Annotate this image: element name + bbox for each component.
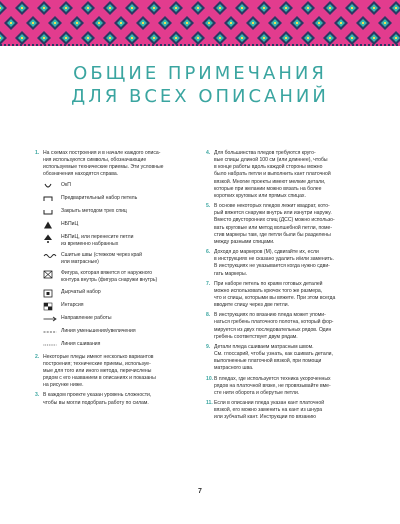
pattern-dot <box>175 37 177 39</box>
pattern-border-tick <box>172 44 174 46</box>
pattern-border-tick <box>44 44 46 46</box>
pattern-border-tick <box>180 44 182 46</box>
note-item-3 <box>35 392 197 406</box>
pattern-dot <box>329 37 331 39</box>
pattern-border-tick <box>212 44 214 46</box>
text-line: построения; технические приемы, используе- <box>43 360 151 367</box>
text-line: в конце работы вдоль каждой стороны можно <box>214 164 323 171</box>
text-line: Некоторые пледы имеют несколько вариантов <box>43 353 154 360</box>
pattern-border-tick <box>252 44 254 46</box>
pattern-border-tick <box>260 44 262 46</box>
pattern-border-tick <box>100 44 102 46</box>
legend-item-provisional-cast-on <box>43 195 197 204</box>
banner-pattern-graphic <box>0 0 400 46</box>
pattern-border-tick <box>40 44 42 46</box>
page-number: 7 <box>198 488 202 495</box>
note-text <box>214 249 372 278</box>
bind-off-icon <box>43 208 61 217</box>
pattern-border-tick <box>224 44 226 46</box>
pattern-border-tick <box>12 44 14 46</box>
pattern-dot <box>32 22 34 24</box>
pattern-dot <box>21 7 23 9</box>
text-line: матрасного шва. <box>214 365 254 372</box>
text-line: вые спицы длиной 100 см (или длиннее), чтобы <box>214 157 328 164</box>
pattern-border-tick <box>132 44 134 46</box>
pattern-border-tick <box>32 44 34 46</box>
note-number: 1. <box>35 150 40 156</box>
pattern-dot <box>153 37 155 39</box>
pattern-dot <box>219 37 221 39</box>
pattern-border-tick <box>288 44 290 46</box>
pattern-border-tick <box>280 44 282 46</box>
legend-label: Фигура, которая вяжется от наружного <box>61 270 153 277</box>
legend-label: контура внутрь (фигура снаружи внутрь) <box>61 277 158 284</box>
pattern-dot <box>219 7 221 9</box>
pattern-border-tick <box>208 44 210 46</box>
pattern-border-tick <box>292 44 294 46</box>
pattern-border-tick <box>164 44 166 46</box>
text-line: В пледах, где используется техника укороченных <box>214 375 331 382</box>
pattern-border-tick <box>372 44 374 46</box>
cast-on-icon <box>43 195 61 204</box>
pattern-border-tick <box>4 44 6 46</box>
text-line: можно использовать крючок того же размера, <box>214 287 323 294</box>
text-line: В основе некоторых пледов лежит квадрат, кото- <box>214 203 330 210</box>
legend-label: Линия сшивания <box>61 340 101 347</box>
pattern-border-tick <box>128 44 130 46</box>
pattern-border-tick <box>384 44 386 46</box>
pattern-border-tick <box>376 44 378 46</box>
note-item-11 <box>206 400 372 421</box>
legend-label: Предварительный набор петель <box>61 194 138 201</box>
intarsia-icon <box>43 302 61 311</box>
page-title-line-2: ДЛЯ ВСЕХ ОПИСАНИЙ <box>71 86 329 107</box>
note-item-6 <box>206 249 372 278</box>
legend-item-dec-inc-line <box>43 328 197 337</box>
text-line: В инструкциях не указывается когда нужно сдви- <box>214 263 330 270</box>
decorative-pattern-banner <box>0 0 400 46</box>
pattern-dot <box>241 7 243 9</box>
text-line: что и спицы, которыми вы вяжете. При этом всегда <box>214 294 336 301</box>
pattern-border-tick <box>216 44 218 46</box>
text-line: используемые технические приемы. Эти условные <box>43 164 164 171</box>
note-text <box>43 354 197 390</box>
note-number: 5. <box>206 203 211 210</box>
pattern-border-tick <box>112 44 114 46</box>
pattern-dot <box>197 7 199 9</box>
pattern-border-tick <box>316 44 318 46</box>
pattern-dot <box>175 7 177 9</box>
legend-item-okp <box>43 182 197 191</box>
legend-item-seaming-line <box>43 341 197 350</box>
note-item-5 <box>206 203 372 246</box>
text-line: гребень соответствует двум рядам. <box>214 333 298 340</box>
pattern-border-tick <box>312 44 314 46</box>
pattern-dot <box>362 22 364 24</box>
pattern-border-tick <box>108 44 110 46</box>
text-line: вязкой. Многие проекты имеют мелкие детали, <box>214 178 326 185</box>
note-number: 8. <box>206 312 211 319</box>
pattern-dot <box>65 7 67 9</box>
pattern-border-tick <box>244 44 246 46</box>
pattern-dot <box>318 22 320 24</box>
pattern-border-tick <box>248 44 250 46</box>
pattern-border-tick <box>364 44 366 46</box>
text-line: сте нити оборота и оберутые петли. <box>214 389 300 396</box>
legend-label: Сшитые швы (стежком через край <box>61 251 142 258</box>
pattern-border-tick <box>352 44 354 46</box>
pattern-border-tick <box>188 44 190 46</box>
text-line: или зубчатый кант. Инструкции по вязанию <box>214 414 316 421</box>
triangle-dot-icon <box>43 234 61 243</box>
pattern-dot <box>109 37 111 39</box>
pattern-border-tick <box>136 44 138 46</box>
legend-label: НБПиЦ, или перенесите петли <box>61 233 134 240</box>
text-line: Если в описании пледа указан кант платочной <box>214 400 325 406</box>
text-line: Вместо двусторонних спиц (ДСС) можно использо- <box>214 217 335 224</box>
pattern-border-tick <box>328 44 330 46</box>
pattern-border-tick <box>340 44 342 46</box>
text-line: коротких круговых или прямых спицах. <box>214 192 306 199</box>
pattern-border-tick <box>284 44 286 46</box>
pattern-border-tick <box>176 44 178 46</box>
pattern-border-tick <box>348 44 350 46</box>
pattern-dot <box>373 37 375 39</box>
pattern-border-tick <box>392 44 394 46</box>
pattern-border-tick <box>276 44 278 46</box>
pattern-border-tick <box>68 44 70 46</box>
pattern-border-tick <box>144 44 146 46</box>
pattern-border-tick <box>184 44 186 46</box>
text-line: Доходя до маркеров (М), сдвигайте их, если <box>214 249 319 256</box>
pattern-border-tick <box>52 44 54 46</box>
pattern-dot <box>230 22 232 24</box>
pattern-border-tick <box>336 44 338 46</box>
text-line: ния используются символы, обозначающие <box>43 157 147 164</box>
pattern-dot <box>296 22 298 24</box>
text-line: В инструкциях по вязанию пледа может упоми- <box>214 312 326 319</box>
pattern-dot <box>109 7 111 9</box>
pattern-border-tick <box>60 44 62 46</box>
symbol-legend <box>43 182 197 350</box>
pattern-dot <box>395 7 397 9</box>
pattern-border-tick <box>84 44 86 46</box>
legend-label: Линия уменьшения/увеличения <box>61 327 136 334</box>
pattern-border-tick <box>96 44 98 46</box>
note-text <box>43 392 197 406</box>
pattern-border-tick <box>356 44 358 46</box>
pattern-dot <box>54 22 56 24</box>
pattern-border-tick <box>360 44 362 46</box>
pattern-border-tick <box>272 44 274 46</box>
note-item-7 <box>206 281 372 310</box>
text-line: стив маркеры там, где петли были бы разделены <box>214 231 331 238</box>
pattern-border-tick <box>300 44 302 46</box>
pattern-border-tick <box>268 44 270 46</box>
note-number: 9. <box>206 343 211 350</box>
pattern-dot <box>142 22 144 24</box>
pattern-dot <box>131 7 133 9</box>
note-number: 3. <box>35 392 40 399</box>
shape-icon <box>43 270 61 279</box>
pattern-border-tick <box>80 44 82 46</box>
pattern-dot <box>87 7 89 9</box>
text-line: Детали пледа сшиваем матрасным швом. <box>214 343 314 350</box>
pattern-dot <box>395 37 397 39</box>
pattern-border-tick <box>388 44 390 46</box>
note-number: 10. <box>206 375 214 382</box>
note-text <box>43 150 197 179</box>
text-line: наться гребень платочного полотна, который фор- <box>214 319 334 326</box>
legend-item-seams <box>43 252 197 266</box>
text-line: мые для того или иного метода, перечислены <box>43 367 152 374</box>
pattern-dot <box>43 7 45 9</box>
legend-label: НБПиЦ <box>61 220 79 227</box>
dotted-line-icon <box>43 341 61 350</box>
legend-item-eyelet <box>43 289 197 298</box>
pattern-border-tick <box>160 44 162 46</box>
pattern-border-tick <box>76 44 78 46</box>
pattern-dot <box>153 7 155 9</box>
pattern-dot <box>252 22 254 24</box>
pattern-border-tick <box>368 44 370 46</box>
pattern-dot <box>384 22 386 24</box>
pattern-border-tick <box>232 44 234 46</box>
text-line: вязкой, его можно заменить на кант из шнура <box>214 407 323 414</box>
note-text <box>214 376 372 397</box>
pattern-dot <box>285 7 287 9</box>
pattern-dot <box>307 7 309 9</box>
note-item-1 <box>35 150 197 179</box>
note-number: 2. <box>35 353 40 360</box>
pattern-border-tick <box>156 44 158 46</box>
pattern-dot <box>329 7 331 9</box>
pattern-border-tick <box>152 44 154 46</box>
arrow-icon <box>43 315 61 324</box>
pattern-border-tick <box>0 44 2 46</box>
pattern-border-tick <box>196 44 198 46</box>
note-text <box>214 281 372 310</box>
text-line: При наборе петель по краям готовых деталей <box>214 280 323 287</box>
note-number: 7. <box>206 280 211 287</box>
legend-label: Интарсия <box>61 301 84 308</box>
note-text <box>214 344 372 373</box>
note-item-4 <box>206 150 372 200</box>
pattern-dot <box>164 22 166 24</box>
legend-item-outside-in-shape <box>43 270 197 284</box>
note-text <box>214 400 372 421</box>
pattern-dot <box>120 22 122 24</box>
pattern-border-tick <box>88 44 90 46</box>
pattern-border-tick <box>148 44 150 46</box>
pattern-border-tick <box>324 44 326 46</box>
text-line: чтобы вы могли подобрать работу по силам. <box>43 399 149 406</box>
text-line: которые при желании можно вязать на более <box>214 185 322 192</box>
pattern-dot <box>241 37 243 39</box>
pattern-border-tick <box>228 44 230 46</box>
note-number: 6. <box>206 249 211 256</box>
text-line: рядом с его названием в описаниях и показаны <box>43 375 156 382</box>
pattern-border-tick <box>168 44 170 46</box>
right-column <box>206 150 372 424</box>
ring-icon <box>43 182 61 191</box>
pattern-border-tick <box>28 44 30 46</box>
pattern-border-tick <box>140 44 142 46</box>
pattern-border-tick <box>36 44 38 46</box>
pattern-border-tick <box>92 44 94 46</box>
pattern-border-tick <box>104 44 106 46</box>
pattern-dot <box>274 22 276 24</box>
pattern-border-tick <box>396 44 398 46</box>
pattern-dot <box>87 37 89 39</box>
legend-label: из временно набранных <box>61 240 119 247</box>
pattern-border-tick <box>256 44 258 46</box>
seam-icon <box>43 252 61 261</box>
note-number: 4. <box>206 150 211 156</box>
text-line: между разными спицами. <box>214 238 275 245</box>
text-line: рядов на платочной вязке, не провязывайте вме- <box>214 382 331 389</box>
pattern-dot <box>65 37 67 39</box>
pattern-dot <box>208 22 210 24</box>
triangle-icon <box>43 221 61 230</box>
pattern-border-tick <box>24 44 26 46</box>
pattern-border-tick <box>72 44 74 46</box>
pattern-border-tick <box>308 44 310 46</box>
text-line: вать круговые или метод волшебной петли, поме- <box>214 224 333 231</box>
note-item-2 <box>35 354 197 390</box>
legend-item-nbpic-transfer <box>43 234 197 248</box>
pattern-dot <box>373 7 375 9</box>
pattern-border-tick <box>120 44 122 46</box>
pattern-border-tick <box>320 44 322 46</box>
legend-label: или матрасные) <box>61 259 99 266</box>
legend-label: Дырчатый набор <box>61 288 101 295</box>
legend-item-nbpic <box>43 221 197 230</box>
page-title <box>0 62 400 108</box>
pattern-border-tick <box>204 44 206 46</box>
pattern-border-tick <box>236 44 238 46</box>
note-item-10 <box>206 376 372 397</box>
pattern-border-tick <box>16 44 18 46</box>
pattern-dot <box>76 22 78 24</box>
legend-item-three-needle-bind-off <box>43 208 197 217</box>
pattern-dot <box>10 22 12 24</box>
pattern-border-tick <box>380 44 382 46</box>
pattern-dot <box>197 37 199 39</box>
note-item-9 <box>206 344 372 373</box>
pattern-border-tick <box>124 44 126 46</box>
pattern-border-tick <box>8 44 10 46</box>
pattern-border-tick <box>56 44 58 46</box>
pattern-dot <box>0 37 1 39</box>
pattern-dot <box>98 22 100 24</box>
pattern-border-tick <box>48 44 50 46</box>
text-line: выполненные платочной вязкой, при помощи <box>214 358 322 365</box>
text-line: рый вяжется снаружи внутрь или изнутри наружу. <box>214 210 332 217</box>
text-line: На схемах построения и в начале каждого описа- <box>43 150 161 156</box>
pattern-dot <box>263 7 265 9</box>
dashed-line-icon <box>43 328 61 337</box>
pattern-dot <box>263 37 265 39</box>
text-line: обозначения находятся справа. <box>43 171 119 178</box>
pattern-dot <box>0 7 1 9</box>
pattern-border-tick <box>240 44 242 46</box>
text-line: вводите спицу через две петли. <box>214 302 289 309</box>
note-text <box>214 203 372 246</box>
pattern-dot <box>351 7 353 9</box>
pattern-border-tick <box>304 44 306 46</box>
pattern-border-tick <box>200 44 202 46</box>
pattern-border-tick <box>332 44 334 46</box>
pattern-dot <box>186 22 188 24</box>
pattern-border-tick <box>296 44 298 46</box>
pattern-dot <box>21 37 23 39</box>
legend-label: Направление работы <box>61 314 112 321</box>
pattern-dot <box>351 37 353 39</box>
pattern-border-tick <box>64 44 66 46</box>
text-line: См. глоссарий, чтобы узнать, как сшивать детали, <box>214 351 333 358</box>
left-column <box>35 150 197 410</box>
pattern-border-tick <box>20 44 22 46</box>
text-line: Для большинства пледов требуются кругo- <box>214 150 316 156</box>
text-line: на рисунке ниже. <box>43 382 84 389</box>
text-line: гать маркеры. <box>214 270 248 277</box>
note-text <box>214 312 372 341</box>
pattern-dot <box>285 37 287 39</box>
hole-icon <box>43 289 61 298</box>
pattern-border-tick <box>116 44 118 46</box>
legend-label: ОкП <box>61 181 71 188</box>
text-line: В каждом проекте указан уровень сложности, <box>43 392 152 399</box>
pattern-border-tick <box>220 44 222 46</box>
note-text <box>214 150 372 200</box>
legend-item-work-direction <box>43 315 197 324</box>
pattern-dot <box>131 37 133 39</box>
text-line: было набрать петли и выполнить кант платочной <box>214 171 331 178</box>
text-line: мируется из двух последовательных рядов. Один <box>214 326 332 333</box>
pattern-dot <box>307 37 309 39</box>
pattern-border-tick <box>264 44 266 46</box>
text-line: в инструкциях не сказано удалить и/или заменить. <box>214 256 334 263</box>
pattern-border-tick <box>192 44 194 46</box>
note-number: 11. <box>206 400 213 406</box>
pattern-border-tick <box>344 44 346 46</box>
pattern-dot <box>43 37 45 39</box>
legend-item-intarsia <box>43 302 197 311</box>
legend-label: Закрыть методом трех спиц <box>61 207 127 214</box>
page-title-line-1: ОБЩИЕ ПРИМЕЧАНИЯ <box>73 63 327 84</box>
pattern-dot <box>340 22 342 24</box>
note-item-8 <box>206 312 372 341</box>
